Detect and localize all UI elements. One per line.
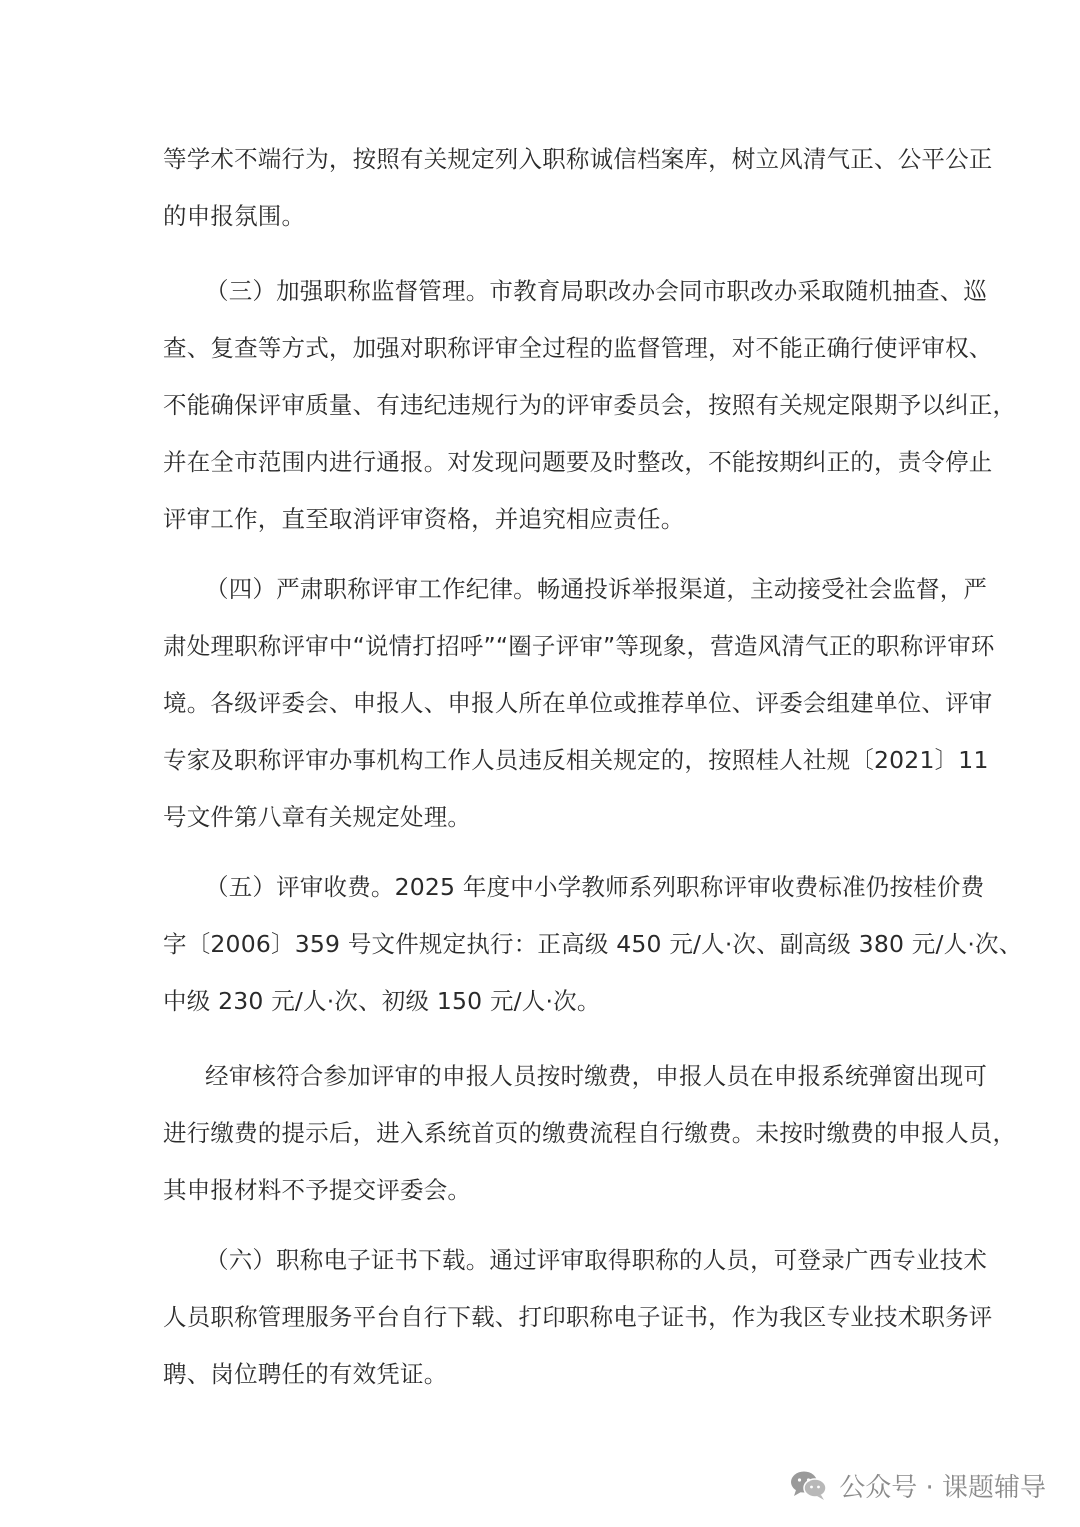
watermark bbox=[789, 1465, 1046, 1505]
text-line: 的申报氛围。 bbox=[163, 202, 306, 230]
text-line: 字〔2006〕359 号文件规定执行：正高级 450 元/人·次、副高级 380 元/人·次、 bbox=[163, 930, 1023, 958]
text-line: 不能确保评审质量、有违纪违规行为的评审委员会，按照有关规定限期予以纠正， bbox=[163, 391, 1017, 419]
text-line: 号文件第八章有关规定处理。 bbox=[163, 803, 472, 831]
paragraph-5-start: （五）评审收费。2025 年度中小学教师系列职称评审收费标准仍按桂价费 bbox=[205, 873, 985, 901]
text-line: 人员职称管理服务平台自行下载、打印职称电子证书，作为我区专业技术职务评 bbox=[163, 1303, 993, 1331]
text-line: 中级 230 元/人·次、初级 150 元/人·次。 bbox=[163, 987, 601, 1015]
text-line: 等学术不端行为，按照有关规定列入职称诚信档案库，树立风清气正、公平公正 bbox=[163, 145, 993, 173]
paragraph-6-start: （六）职称电子证书下载。通过评审取得职称的人员，可登录广西专业技术 bbox=[205, 1246, 988, 1274]
text-line: 并在全市范围内进行通报。对发现问题要及时整改，不能按期纠正的，责令停止 bbox=[163, 448, 993, 476]
text-line: 专家及职称评审办事机构工作人员违反相关规定的，按照桂人社规〔2021〕11 bbox=[163, 746, 989, 774]
text-line: 聘、岗位聘任的有效凭证。 bbox=[163, 1360, 448, 1388]
paragraph-3-start: （三）加强职称监督管理。市教育局职改办会同市职改办采取随机抽查、巡 bbox=[205, 277, 988, 305]
text-line: 境。各级评委会、申报人、申报人所在单位或推荐单位、评委会组建单位、评审 bbox=[163, 689, 993, 717]
paragraph-payment-start: 经审核符合参加评审的申报人员按时缴费，申报人员在申报系统弹窗出现可 bbox=[205, 1062, 988, 1090]
text-line: 其申报材料不予提交评委会。 bbox=[163, 1176, 472, 1204]
text-line: 进行缴费的提示后，进入系统首页的缴费流程自行缴费。未按时缴费的申报人员， bbox=[163, 1119, 1017, 1147]
wechat-icon bbox=[789, 1469, 829, 1501]
paragraph-4-start: （四）严肃职称评审工作纪律。畅通投诉举报渠道，主动接受社会监督，严 bbox=[205, 575, 988, 603]
text-line: 评审工作，直至取消评审资格，并追究相应责任。 bbox=[163, 505, 685, 533]
text-line: 查、复查等方式，加强对职称评审全过程的监督管理，对不能正确行使评审权、 bbox=[163, 334, 993, 362]
watermark-text: 公众号 · 课题辅导 bbox=[839, 1472, 1046, 1503]
text-line: 肃处理职称评审中“说情打招呼”“圈子评审”等现象，营造风清气正的职称评审环 bbox=[163, 632, 995, 660]
